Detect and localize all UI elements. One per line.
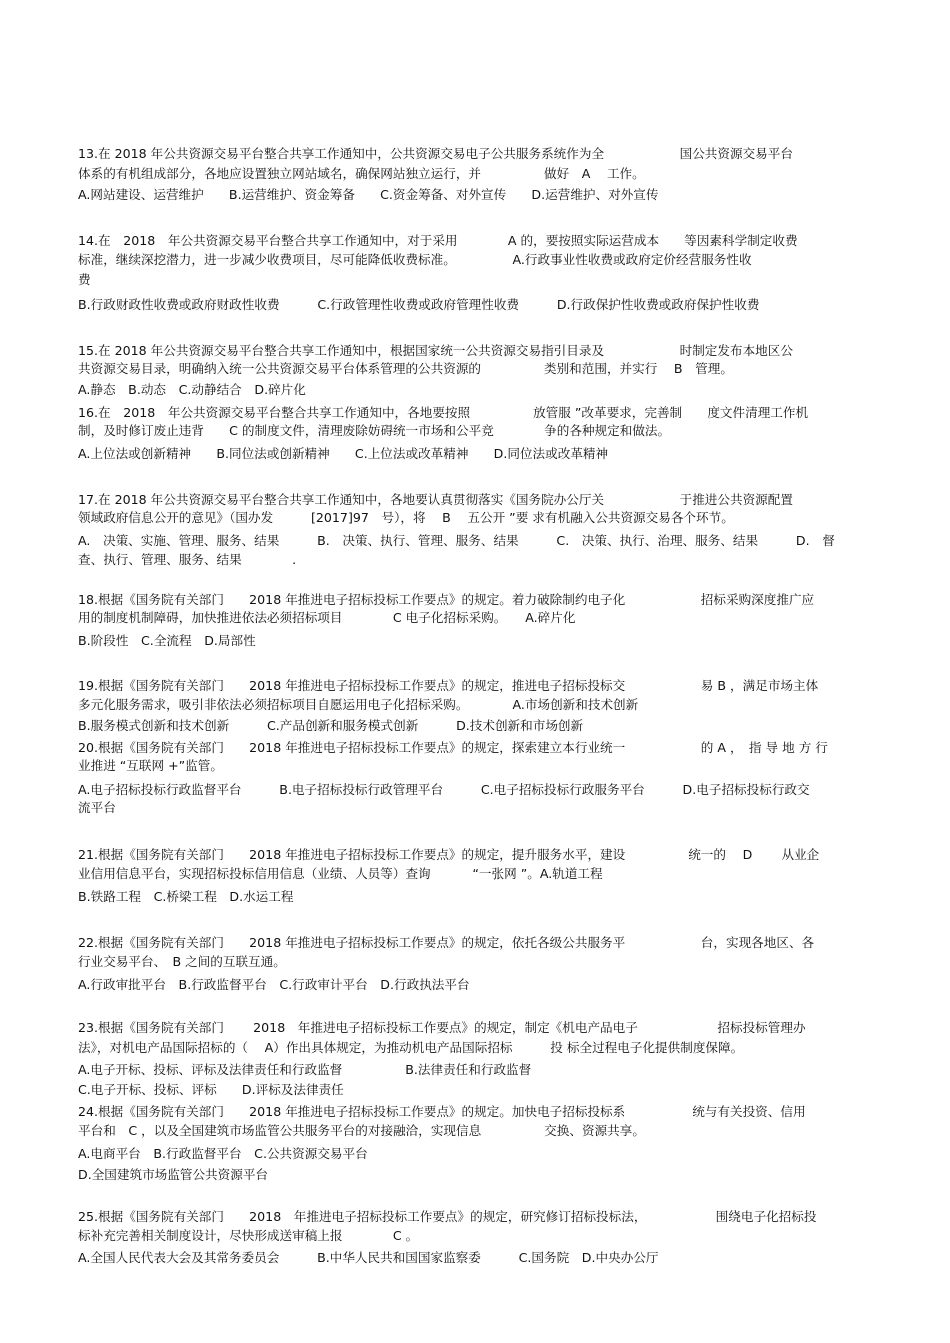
question-q19-line: 19.根据《国务院有关部门 2018 年推进电子招标投标工作要点》的规定，推进电子招标投标交 易 B ，满足市场主体 [78,678,819,693]
question-q20-line: 流平台 [78,800,116,815]
question-q13-line: 13.在 2018 年公共资源交易平台整合共享工作通知中，公共资源交易电子公共服务系统作为全 国公共资源交易平台 [78,146,793,161]
question-q16-line: 16.在 2018 年公共资源交易平台整合共享工作通知中，各地要按照 放管服 ”改革要求，完善制 度文件清理工作机 [78,405,809,420]
question-q20-line: 业推进 “互联网 +”监管。 [78,758,223,773]
question-q18-line: 18.根据《国务院有关部门 2018 年推进电子招标投标工作要点》的规定。着力破除制约电子化 招标采购深度推广应 [78,592,815,607]
question-q14-line: 费 [78,272,91,287]
question-q23-line: 23.根据《国务院有关部门 2018 年推进电子招标投标工作要点》的规定，制定《机电产品电子 招标投标管理办 [78,1020,806,1035]
question-q22-line: 行业交易平台、 B 之间的互联互通。 [78,954,286,969]
question-q18-line: B.阶段性 C.全流程 D.局部性 [78,633,256,648]
question-q23-line: 法》，对机电产品国际招标的（ A）作出具体规定，为推动机电产品国际招标 投 标全过程电子化提供制度保障。 [78,1040,744,1055]
question-q23-line: A.电子开标、投标、评标及法律责任和行政监督 B.法律责任和行政监督 [78,1062,532,1077]
question-q17-line: 领域政府信息公开的意见》（国办发 [2017]97 号），将 B 五公开 ”要 求有机融入公共资源交易各个环节。 [78,510,734,525]
question-q15-line: A.静态 B.动态 C.动静结合 D.碎片化 [78,382,306,397]
question-q13-line: 体系的有机组成部分，各地应设置独立网站域名，确保网站独立运行，并 做好 A 工作。 [78,166,645,181]
question-q15-line: 15.在 2018 年公共资源交易平台整合共享工作通知中，根据国家统一公共资源交易指引目录及 时制定发布本地区公 [78,343,793,358]
question-q18-line: 用的制度机制障碍，加快推进依法必须招标项目 C 电子化招标采购。 A.碎片化 [78,610,576,625]
question-q20-line: A.电子招标投标行政监督平台 B.电子招标投标行政管理平台 C.电子招标投标行政服务平台 D.电子招标投标行政交 [78,782,810,797]
question-q19-line: 多元化服务需求，吸引非依法必须招标项目自愿运用电子化招标采购。 A.市场创新和技术创新 [78,697,639,712]
question-q25-line: 25.根据《国务院有关部门 2018 年推进电子招标投标工作要点》的规定，研究修订招标投标法， 围绕电子化招标投 [78,1209,817,1224]
question-q14-line: 标准，继续深挖潜力，进一步减少收费项目，尽可能降低收费标准。 A.行政事业性收费或政府定价经营服务性收 [78,252,752,267]
question-q17-line: 17.在 2018 年公共资源交易平台整合共享工作通知中，各地要认真贯彻落实《国务院办公厅关 于推进公共资源配置 [78,492,793,507]
question-q23-line: C.电子开标、投标、评标 D.评标及法律责任 [78,1082,344,1097]
question-q24-line: 24.根据《国务院有关部门 2018 年推进电子招标投标工作要点》的规定。加快电子招标投标系 统与有关投资、信用 [78,1104,806,1119]
question-q16-line: A.上位法或创新精神 B.同位法或创新精神 C.上位法或改革精神 D.同位法或改革精神 [78,446,609,461]
question-q13-line: A.网站建设、运营维护 B.运营维护、资金筹备 C.资金筹备、对外宣传 D.运营维护、对外宣传 [78,187,659,202]
question-q21-line: 业信用信息平台，实现招标投标信用信息（业绩、人员等）查询 “一张网 ”。A.轨道工程 [78,866,603,881]
question-q19-line: B.服务模式创新和技术创新 C.产品创新和服务模式创新 D.技术创新和市场创新 [78,718,584,733]
question-q25-line: A.全国人民代表大会及其常务委员会 B.中华人民共和国国家监察委 C.国务院 D.中央办公厅 [78,1250,659,1265]
question-q15-line: 共资源交易目录，明确纳入统一公共资源交易平台体系管理的公共资源的 类别和范围，并实行 B 管理。 [78,361,733,376]
question-q22-line: 22.根据《国务院有关部门 2018 年推进电子招标投标工作要点》的规定，依托各级公共服务平 台，实现各地区、各 [78,935,815,950]
question-q24-line: D.全国建筑市场监管公共资源平台 [78,1167,269,1182]
question-q24-line: A.电商平台 B.行政监督平台 C.公共资源交易平台 [78,1146,368,1161]
question-q25-line: 标补充完善相关制度设计，尽快形成送审稿上报 C 。 [78,1228,419,1243]
question-q14-line: B.行政财政性收费或政府财政性收费 C.行政管理性收费或政府管理性收费 D.行政保护性收费或政府保护性收费 [78,297,760,312]
question-q22-line: A.行政审批平台 B.行政监督平台 C.行政审计平台 D.行政执法平台 [78,977,470,992]
question-q21-line: B.铁路工程 C.桥梁工程 D.水运工程 [78,889,294,904]
question-q14-line: 14.在 2018 年公共资源交易平台整合共享工作通知中，对于采用 A 的，要按照实际运营成本 等因素科学制定收费 [78,233,798,248]
question-q20-line: 20.根据《国务院有关部门 2018 年推进电子招标投标工作要点》的规定，探索建立本行业统一 的 A ， 指 导 地 方 行 [78,740,828,755]
question-q24-line: 平台和 C ，以及全国建筑市场监管公共服务平台的对接融洽，实现信息 交换、资源共享。 [78,1123,645,1138]
question-q16-line: 制，及时修订废止违背 C 的制度文件，清理废除妨碍统一市场和公平竞 争的各种规定和做法。 [78,423,671,438]
question-q17-line: 查、执行、管理、服务、结果 . [78,552,297,567]
question-q17-line: A. 决策、实施、管理、服务、结果 B. 决策、执行、管理、服务、结果 C. 决策、执行、治理、服务、结果 D. 督 [78,533,835,548]
question-q21-line: 21.根据《国务院有关部门 2018 年推进电子招标投标工作要点》的规定，提升服务水平，建设 统一的 D 从业企 [78,847,820,862]
